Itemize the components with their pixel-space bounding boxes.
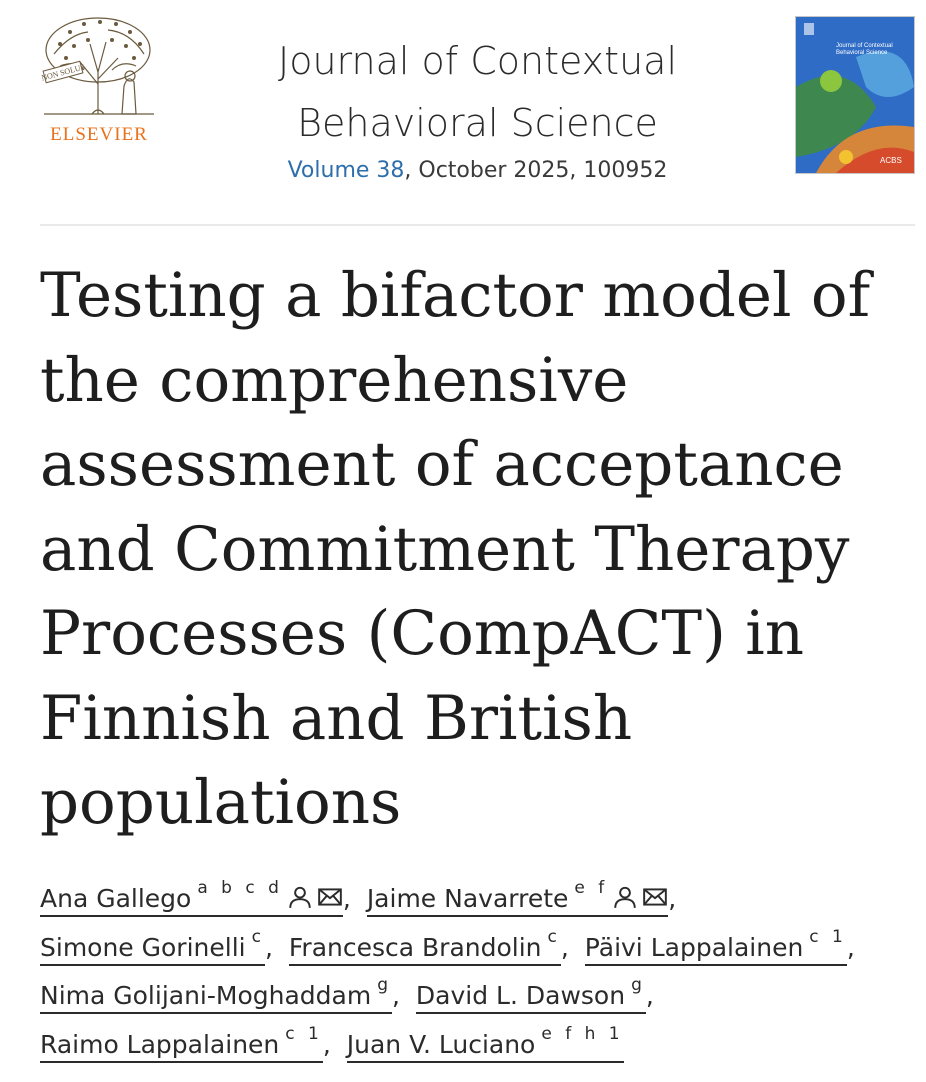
elsevier-logo[interactable] <box>40 14 158 148</box>
author-name: Ana Gallego <box>40 884 192 913</box>
author-affiliations: a b c d <box>197 878 283 898</box>
author-affiliations: e f <box>574 878 609 898</box>
author-affiliations: c <box>251 926 265 947</box>
journal-cover-image <box>796 17 914 173</box>
article-title: Testing a bifactor model of the comprehensive assessment of acceptance and Commitment Therapy Processes (CompACT) in Finnish and British populations <box>40 260 871 838</box>
author-name: Juan V. Luciano <box>346 1029 536 1059</box>
header-divider <box>40 224 915 226</box>
author-name: Francesca Brandolin <box>288 932 542 962</box>
author-separator: , <box>322 1029 331 1059</box>
author-affiliations: c 1 <box>809 926 847 947</box>
author-link[interactable] <box>40 1023 323 1063</box>
author-name: Päivi Lappalainen <box>584 932 804 962</box>
journal-title-line2: Behavioral Science <box>297 101 658 145</box>
author-affiliations: g <box>377 975 393 995</box>
envelope-icon <box>317 884 343 910</box>
author-link[interactable] <box>40 926 265 966</box>
author-separator: , <box>342 884 351 913</box>
journal-title-line1: Journal of Contextual <box>278 39 677 83</box>
journal-header <box>40 14 915 183</box>
author-affiliations: c <box>547 926 561 947</box>
author-name: David L. Dawson <box>415 981 626 1010</box>
author-separator: , <box>668 884 677 913</box>
author-separator: , <box>846 932 855 962</box>
author-name: Simone Gorinelli <box>40 932 246 962</box>
author-separator: , <box>392 981 400 1010</box>
author-list <box>40 875 920 1069</box>
volume-link[interactable]: Volume 38 <box>287 158 405 183</box>
publisher-name: ELSEVIER <box>50 124 148 145</box>
author-link[interactable] <box>288 926 561 966</box>
journal-cover[interactable] <box>795 16 915 174</box>
author-separator: , <box>560 932 569 962</box>
author-affiliations: c 1 <box>285 1023 323 1044</box>
cover-badge: ACBS <box>880 156 902 165</box>
person-icon <box>612 884 638 910</box>
author-separator: , <box>264 932 273 962</box>
logo-motto: NON SOLUS <box>40 62 86 83</box>
author-link[interactable] <box>40 878 343 917</box>
author-separator: , <box>645 981 654 1010</box>
person-icon <box>287 884 313 910</box>
author-name: Nima Golijani-Moghaddam <box>40 981 372 1010</box>
issue-details: , October 2025, 100952 <box>404 158 668 183</box>
envelope-icon <box>642 884 668 910</box>
author-name: Jaime Navarrete <box>366 884 569 913</box>
journal-info <box>200 30 755 183</box>
author-affiliations: g <box>631 975 646 995</box>
journal-title[interactable] <box>200 30 755 154</box>
author-link[interactable] <box>40 975 393 1014</box>
author-link[interactable] <box>346 1023 624 1063</box>
author-link[interactable] <box>584 926 847 966</box>
author-name: Raimo Lappalainen <box>40 1029 280 1059</box>
svg-text:Journal of Contextual: Journal of Contextual Behavioral Science <box>836 43 893 56</box>
author-affiliations: e f h 1 <box>541 1023 624 1044</box>
journal-issue <box>200 158 755 183</box>
author-link[interactable] <box>366 878 668 917</box>
elsevier-tree-logo-icon <box>40 14 158 120</box>
author-link[interactable] <box>415 975 646 1014</box>
